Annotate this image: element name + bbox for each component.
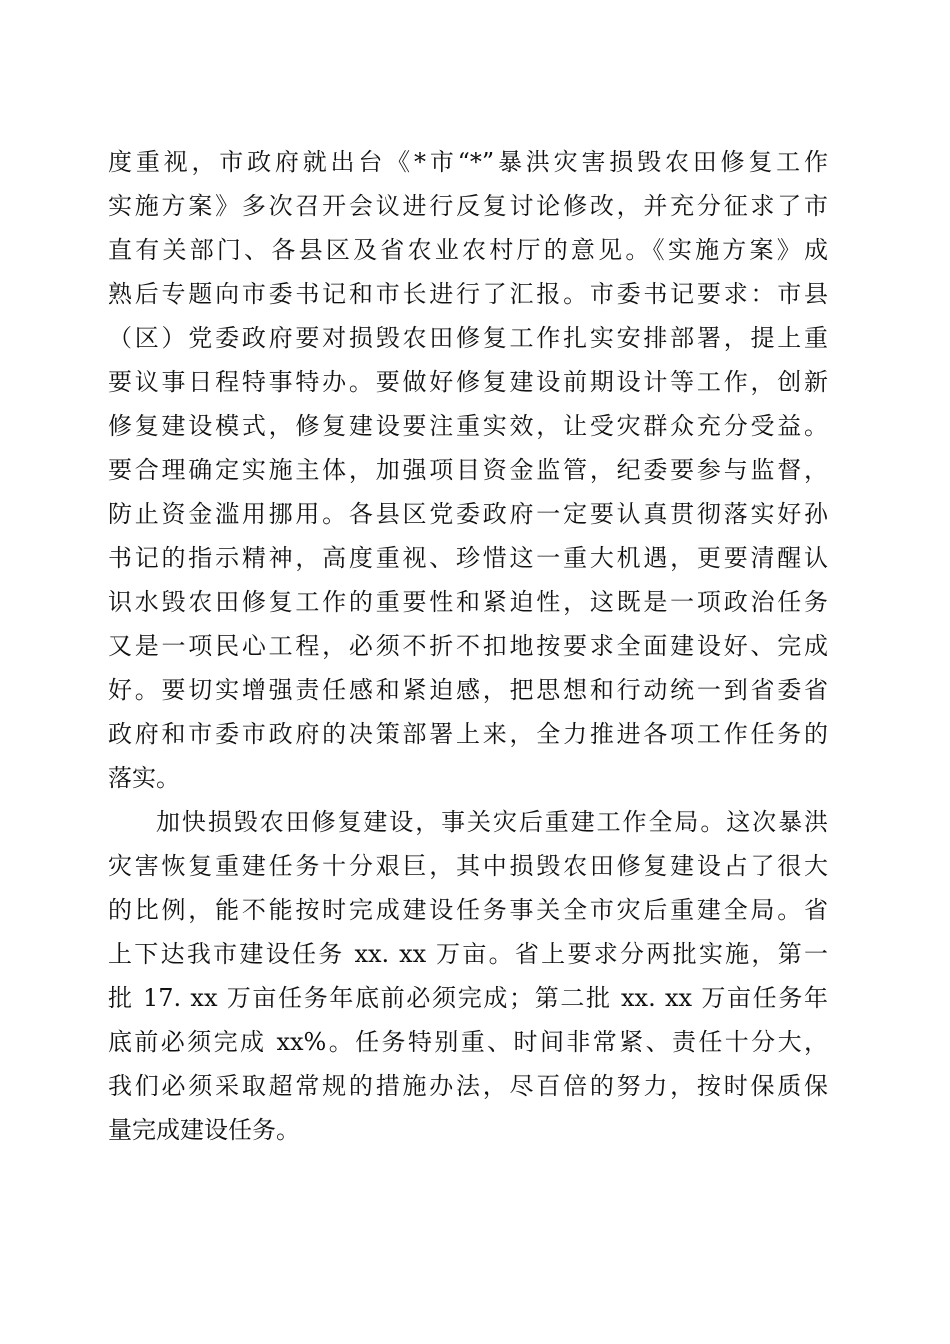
- paragraph-line: 底前必须完成 xx%。任务特别重、时间非常紧、责任十分大，: [108, 1028, 828, 1056]
- paragraph-line: 批 17. xx 万亩任务年底前必须完成；第二批 xx. xx 万亩任务年: [108, 984, 828, 1012]
- paragraph-line: 度重视，市政府就出台《*市“*”暴洪灾害损毁农田修复工作: [108, 148, 828, 176]
- paragraph-line: 政府和市委市政府的决策部署上来，全力推进各项工作任务的: [108, 720, 828, 748]
- paragraph-line: 实施方案》多次召开会议进行反复讨论修改，并充分征求了市: [108, 192, 828, 220]
- paragraph-line: 的比例，能不能按时完成建设任务事关全市灾后重建全局。省: [108, 896, 828, 924]
- paragraph-line: 防止资金滥用挪用。各县区党委政府一定要认真贯彻落实好孙: [108, 500, 828, 528]
- paragraph-line: 直有关部门、各县区及省农业农村厅的意见。《实施方案》成: [108, 236, 828, 264]
- paragraph-line: 我们必须采取超常规的措施办法，尽百倍的努力，按时保质保: [108, 1072, 828, 1100]
- paragraph-line: 熟后专题向市委书记和市长进行了汇报。市委书记要求：市县: [108, 280, 828, 308]
- paragraph-1: [108, 140, 828, 800]
- paragraph-line: 上下达我市建设任务 xx. xx 万亩。省上要求分两批实施，第一: [108, 940, 828, 968]
- paragraph-line: 量完成建设任务。: [108, 1116, 300, 1144]
- paragraph-line: 又是一项民心工程，必须不折不扣地按要求全面建设好、完成: [108, 632, 828, 660]
- paragraph-line: 加快损毁农田修复建设，事关灾后重建工作全局。这次暴洪: [156, 808, 828, 836]
- paragraph-line: 书记的指示精神，高度重视、珍惜这一重大机遇，更要清醒认: [108, 544, 828, 572]
- document-body: [108, 140, 828, 1152]
- paragraph-line: 识水毁农田修复工作的重要性和紧迫性，这既是一项政治任务: [108, 588, 828, 616]
- paragraph-line: 好。要切实增强责任感和紧迫感，把思想和行动统一到省委省: [108, 676, 828, 704]
- paragraph-line: 灾害恢复重建任务十分艰巨，其中损毁农田修复建设占了很大: [108, 852, 828, 880]
- paragraph-2: [108, 800, 828, 1152]
- paragraph-line: 修复建设模式，修复建设要注重实效，让受灾群众充分受益。: [108, 412, 828, 440]
- paragraph-line: 要议事日程特事特办。要做好修复建设前期设计等工作，创新: [108, 368, 828, 396]
- paragraph-line: 落实。: [108, 764, 180, 792]
- paragraph-line: 要合理确定实施主体，加强项目资金监管，纪委要参与监督，: [108, 456, 828, 484]
- paragraph-line: （区）党委政府要对损毁农田修复工作扎实安排部署，提上重: [108, 324, 828, 352]
